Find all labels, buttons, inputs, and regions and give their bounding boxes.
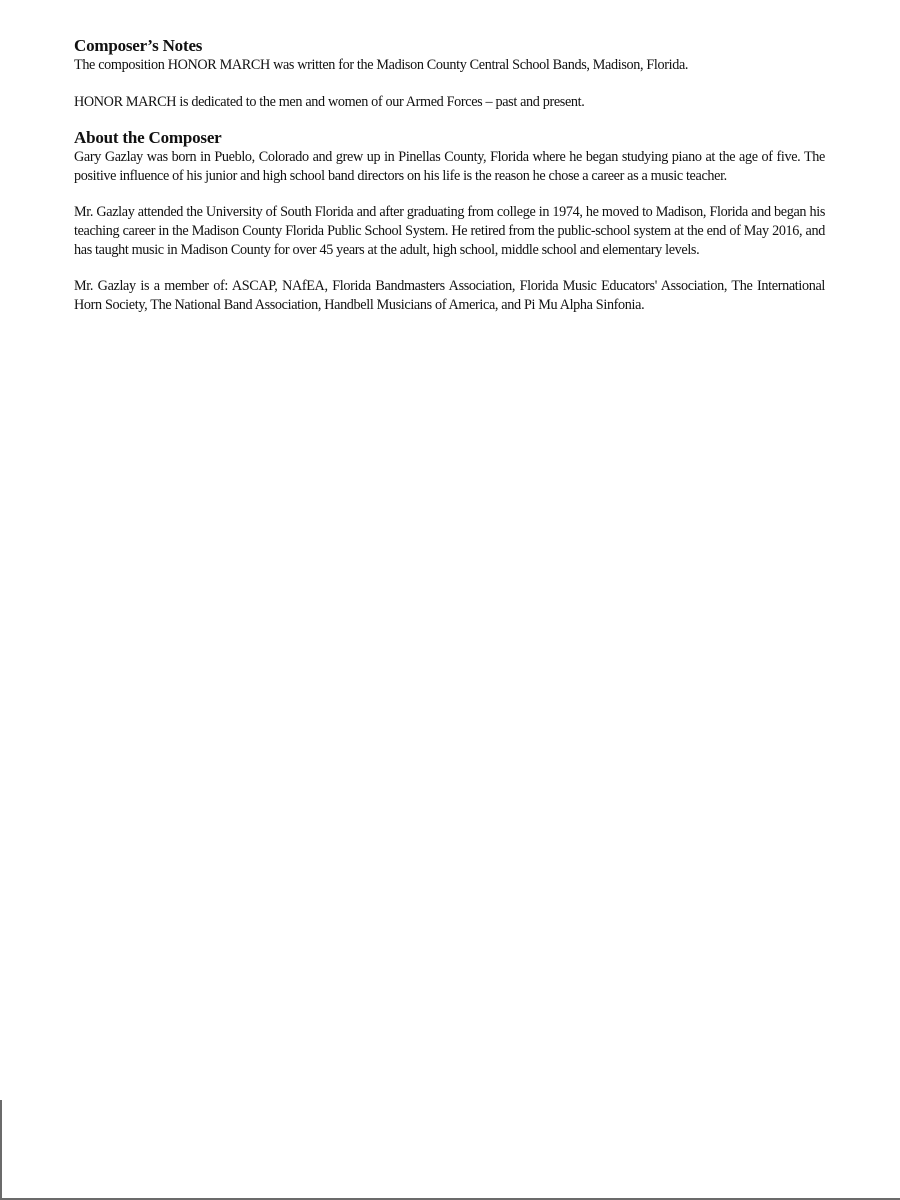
about-composer-paragraph-1: Gary Gazlay was born in Pueblo, Colorado and grew up in Pinellas County, Florida where he began studying piano at the age of five. The positive influence of his junior and high school band directors on his life is the reason he chose a career as a music teacher. xyxy=(74,149,825,184)
about-composer-heading: About the Composer xyxy=(74,128,222,148)
composers-notes-heading: Composer’s Notes xyxy=(74,36,203,55)
about-composer-paragraph-2: Mr. Gazlay attended the University of South Florida and after graduating from college in 1974, he moved to Madison, Florida and began his teaching career in the Madison County Florida Public School System. He retired from the public-school system at the end of May 2016, and has taught music in Madison County for over 45 years at the adult, high school, middle school and elementary levels. xyxy=(74,204,825,258)
spacer xyxy=(74,185,825,203)
spacer xyxy=(74,111,825,128)
spacer xyxy=(74,75,825,93)
page-border-left xyxy=(0,1100,2,1200)
composers-notes-paragraph-2: HONOR MARCH is dedicated to the men and women of our Armed Forces – past and present. xyxy=(74,93,585,110)
spacer xyxy=(74,259,825,277)
document-page xyxy=(74,36,825,314)
about-composer-paragraph-3: Mr. Gazlay is a member of: ASCAP, NAfEA, Florida Bandmasters Association, Florida Music Educators' Association, The International Horn Society, The National Band Association, Handbell Musicians of America, and Pi Mu Alpha Sinfonia. xyxy=(74,278,825,313)
composers-notes-paragraph-1: The composition HONOR MARCH was written for the Madison County Central School Bands, Madison, Florida. xyxy=(74,57,689,73)
